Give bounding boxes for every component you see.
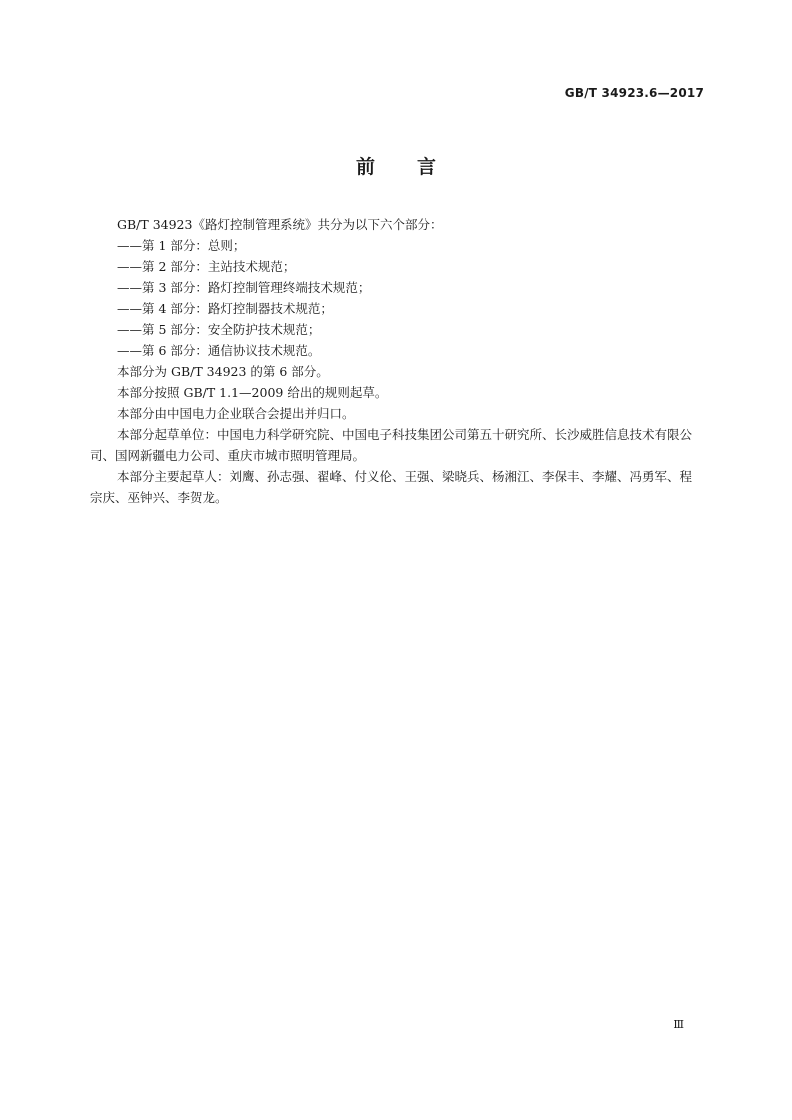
intro-paragraph: GB/T 34923《路灯控制管理系统》共分为以下六个部分： [117, 217, 443, 232]
drafting-units-paragraph: 本部分起草单位：中国电力科学研究院、中国电子科技集团公司第五十研究所、长沙威胜信息技术有限公司、国网新疆电力公司、重庆市城市照明管理局。 [90, 427, 693, 463]
body-paragraph: 本部分按照 GB/T 1.1—2009 给出的规则起草。 [117, 385, 388, 400]
body-paragraph: 本部分为 GB/T 34923 的第 6 部分。 [117, 364, 329, 379]
page-number: Ⅲ [673, 1018, 684, 1031]
part-list-item: ——第 2 部分：主站技术规范； [117, 259, 296, 274]
part-list-item: ——第 4 部分：路灯控制器技术规范； [117, 301, 333, 316]
part-list-item: ——第 1 部分：总则； [117, 238, 246, 253]
page-title: 前言 [355, 156, 478, 178]
drafters-paragraph: 本部分主要起草人：刘鹰、孙志强、翟峰、付义伦、王强、梁晓兵、杨湘江、李保丰、李耀、冯勇军、程宗庆、巫钟兴、李贺龙。 [90, 469, 693, 505]
standard-number: GB/T 34923.6—2017 [564, 86, 704, 100]
part-list-item: ——第 5 部分：安全防护技术规范； [117, 322, 321, 337]
part-list-item: ——第 6 部分：通信协议技术规范。 [117, 343, 321, 358]
document-body [90, 214, 702, 508]
body-paragraph: 本部分由中国电力企业联合会提出并归口。 [117, 406, 355, 421]
part-list-item: ——第 3 部分：路灯控制管理终端技术规范； [117, 280, 371, 295]
